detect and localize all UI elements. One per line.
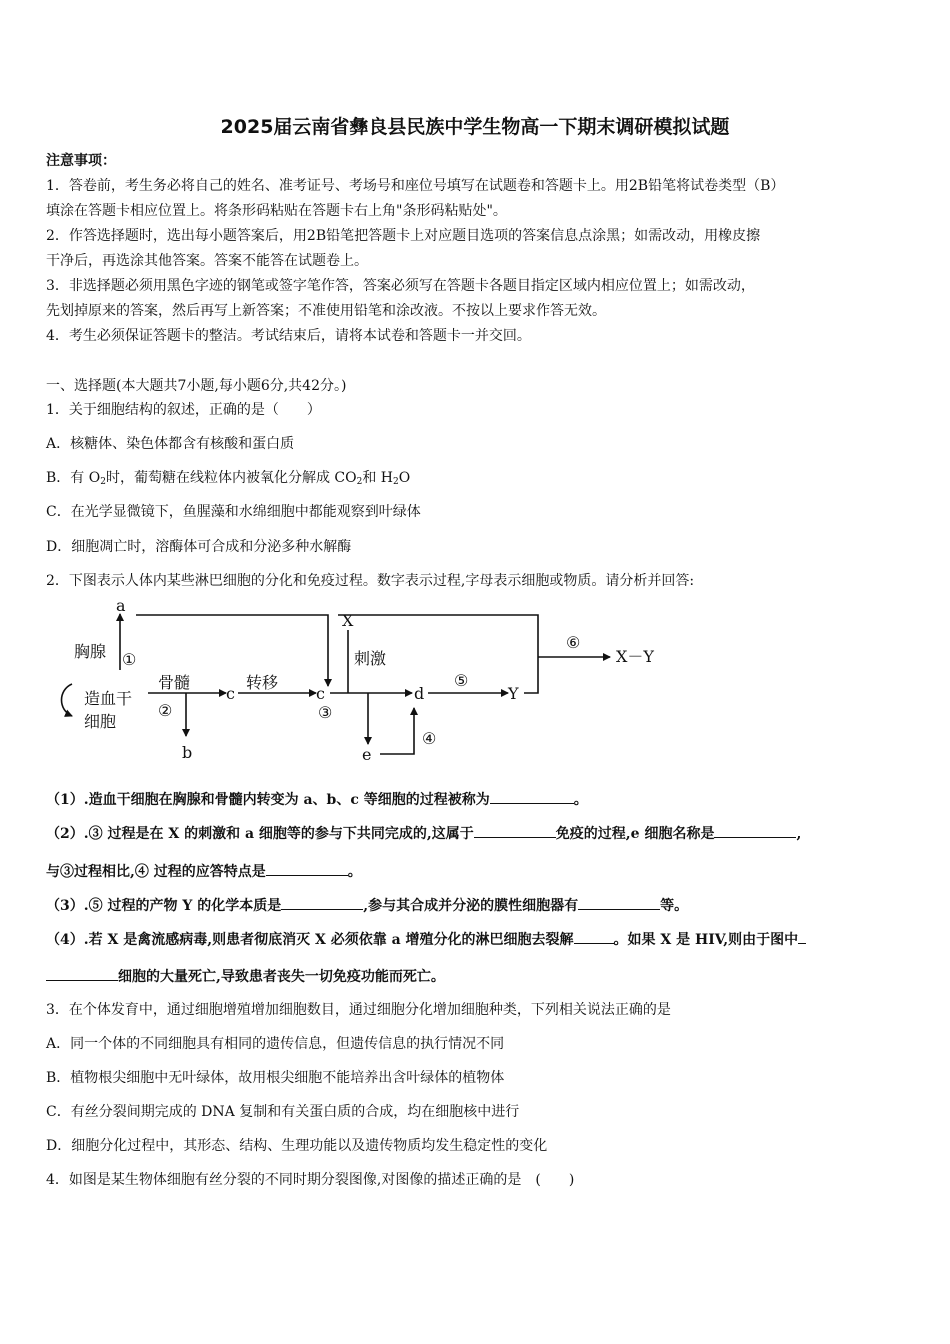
question-2-part-4: （4）.若 X 是禽流感病毒,则患者彻底消灭 X 必须依靠 a 增殖分化的淋巴细胞去裂解 。如果 X 是 HIV,则由于图中 xyxy=(46,929,806,950)
question-3-stem: 3．在个体发育中，通过细胞增殖增加细胞数目，通过细胞分化增加细胞种类，下列相关说法正确的是 xyxy=(46,1002,671,1018)
diagram-label-c: c xyxy=(316,684,325,703)
question-2-stem: 2．下图表示人体内某些淋巴细胞的分化和免疫过程。数字表示过程,字母表示细胞或物质。请分析并回答: xyxy=(46,573,695,589)
question-3-option-a: A．同一个体的不同细胞具有相同的遗传信息，但遗传信息的执行情况不同 xyxy=(46,1036,505,1052)
question-4-stem: 4．如图是某生物体细胞有丝分裂的不同时期分裂图像,对图像的描述正确的是 ( ) xyxy=(46,1172,575,1188)
question-3-option-c: C．有丝分裂间期完成的 DNA 复制和有关蛋白质的合成，均在细胞核中进行 xyxy=(46,1104,520,1120)
notice-heading: 注意事项： xyxy=(46,153,116,169)
question-3-option-b: B．植物根尖细胞中无叶绿体，故用根尖细胞不能培养出含叶绿体的植物体 xyxy=(46,1070,505,1086)
diagram-label-y: Y xyxy=(508,684,519,703)
question-1-option-b: B．有 $O_2$时，葡萄糖在线粒体内被氧化分解成 $CO_2$和 $H_2O$ xyxy=(46,470,411,487)
notice-line: 4．考生必须保证答题卡的整洁。考试结束后，请将本试卷和答题卡一并交回。 xyxy=(46,328,531,344)
question-3-option-d: D．细胞分化过程中，其形态、结构、生理功能以及遗传物质均发生稳定性的变化 xyxy=(46,1138,548,1154)
diagram-label-stem-cell: 细胞 xyxy=(84,712,117,731)
question-1-option-a: A．核糖体、染色体都含有核酸和蛋白质 xyxy=(46,436,295,452)
question-2-part-2b: 与③过程相比,④ 过程的应答特点是 。 xyxy=(46,861,362,882)
notice-line: 1．答卷前，考生务必将自己的姓名、准考证号、考场号和座位号填写在试题卷和答题卡上。用2B铅笔将试卷类型（B） xyxy=(46,178,785,194)
answer-blank[interactable] xyxy=(490,789,574,804)
question-1-option-c: C．在光学显微镜下，鱼腥藻和水绵细胞中都能观察到叶绿体 xyxy=(46,504,421,520)
diagram-label-thymus: 胸腺 xyxy=(74,642,107,661)
question-2-part-1: （1）.造血干细胞在胸腺和骨髓内转变为 a、b、c 等细胞的过程被称为 。 xyxy=(46,789,588,810)
immune-process-diagram xyxy=(50,598,670,770)
diagram-label-process-3: ③ xyxy=(318,703,333,722)
notice-line: 干净后，再选涂其他答案。答案不能答在试题卷上。 xyxy=(46,253,368,269)
answer-blank[interactable] xyxy=(474,823,556,838)
diagram-label-process-6: ⑥ xyxy=(566,633,581,652)
question-1-stem: 1．关于细胞结构的叙述，正确的是（ ） xyxy=(46,402,321,418)
answer-blank[interactable] xyxy=(714,823,796,838)
answer-blank[interactable] xyxy=(46,966,118,981)
diagram-label-transfer: 转移 xyxy=(246,673,279,692)
question-2-part-3: （3）.⑤ 过程的产物 Y 的化学本质是 ,参与其合成并分泌的膜性细胞器有 等。 xyxy=(46,895,688,916)
answer-blank[interactable] xyxy=(574,929,614,944)
diagram-label-a: a xyxy=(116,598,126,615)
page-title: 2025届云南省彝良县民族中学生物高一下期末调研模拟试题 xyxy=(220,116,730,138)
question-2-part-4b: 细胞的大量死亡,导致患者丧失一切免疫功能而死亡。 xyxy=(46,966,445,987)
diagram-label-stimulus: 刺激 xyxy=(354,649,387,668)
notice-line: 填涂在答题卡相应位置上。将条形码粘贴在答题卡右上角"条形码粘贴处"。 xyxy=(46,203,507,219)
section-heading: 一、选择题(本大题共7小题,每小题6分,共42分。) xyxy=(46,378,347,394)
diagram-label-stem-cell: 造血干 xyxy=(84,689,133,708)
diagram-label-xy: X－Y xyxy=(616,647,654,666)
diagram-label-process-1: ① xyxy=(122,650,137,669)
question-1-option-d: D．细胞凋亡时，溶酶体可合成和分泌多种水解酶 xyxy=(46,539,352,555)
diagram-label-b: b xyxy=(182,743,193,762)
question-2-part-2: （2）.③ 过程是在 X 的刺激和 a 细胞等的参与下共同完成的,这属于 免疫的过程,e 细胞名称是 , xyxy=(46,823,801,844)
diagram-label-e: e xyxy=(362,745,372,764)
diagram-label-d: d xyxy=(414,684,425,703)
diagram-label-x: X xyxy=(342,611,354,630)
answer-blank[interactable] xyxy=(281,895,363,910)
notice-line: 先划掉原来的答案，然后再写上新答案；不准使用铅笔和涂改液。不按以上要求作答无效。 xyxy=(46,303,606,319)
answer-blank[interactable] xyxy=(578,895,660,910)
answer-blank[interactable] xyxy=(266,861,348,876)
diagram-label-process-4: ④ xyxy=(422,729,437,748)
answer-blank[interactable] xyxy=(798,929,806,944)
diagram-label-marrow: 骨髓 xyxy=(158,673,191,692)
diagram-label-process-5: ⑤ xyxy=(454,671,469,690)
diagram-label-process-2: ② xyxy=(158,701,173,720)
diagram-label-c: c xyxy=(226,684,235,703)
notice-line: 2．作答选择题时，选出每小题答案后，用2B铅笔把答题卡上对应题目选项的答案信息点涂黑；如需改动，用橡皮擦 xyxy=(46,228,761,244)
notice-line: 3．非选择题必须用黑色字迹的钢笔或签字笔作答，答案必须写在答题卡各题目指定区域内相应位置上；如需改动， xyxy=(46,278,755,294)
